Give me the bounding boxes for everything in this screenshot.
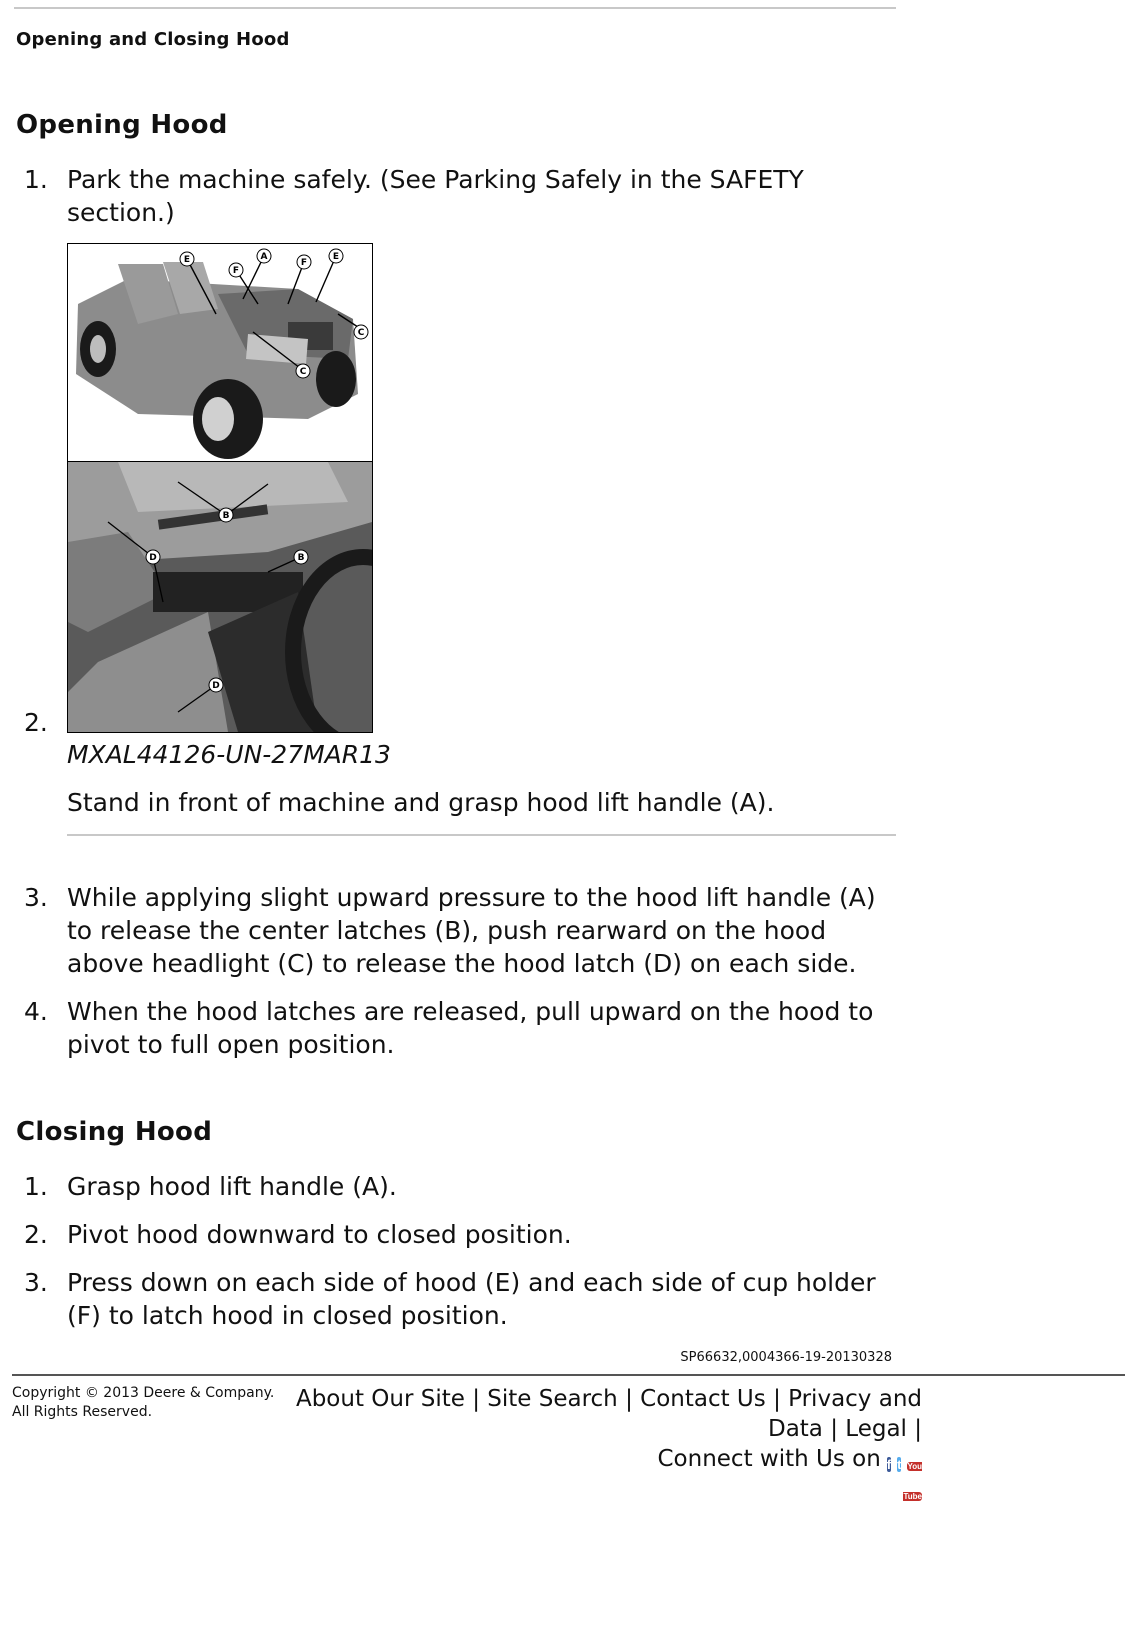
- step-number: 3.: [24, 883, 48, 912]
- closing-hood-heading: Closing Hood: [16, 1117, 213, 1147]
- step-text: When the hood latches are released, pull upward on the hood to pivot to full open position.: [67, 997, 874, 1059]
- svg-text:B: B: [297, 553, 305, 563]
- step-number: 2.: [24, 1220, 48, 1249]
- callout-marker: [209, 678, 223, 692]
- step-text: Stand in front of machine and grasp hood lift handle (A).: [67, 788, 775, 817]
- svg-text:A: A: [260, 252, 268, 262]
- svg-text:F: F: [232, 266, 240, 276]
- callout-marker: [297, 255, 311, 269]
- svg-text:D: D: [149, 553, 157, 563]
- step-text: While applying slight upward pressure to the hood lift handle (A) to release the center latches (B), push rearward on the hood above headlight (C) to release the hood latch (D) on each side.: [67, 883, 876, 978]
- contact-us-link[interactable]: Contact Us: [640, 1386, 766, 1412]
- step-text: Pivot hood downward to closed position.: [67, 1220, 572, 1249]
- callout-marker: [229, 263, 243, 277]
- svg-text:E: E: [183, 255, 191, 265]
- step-number: 2.: [24, 708, 48, 737]
- callout-marker: [146, 550, 160, 564]
- svg-text:E: E: [332, 252, 340, 262]
- rights-line: All Rights Reserved.: [12, 1404, 153, 1420]
- link-separator: |: [472, 1386, 480, 1412]
- callout-marker: [296, 364, 310, 378]
- step-number: 4.: [24, 997, 48, 1026]
- copyright-line: Copyright © 2013 Deere & Company.: [12, 1385, 275, 1401]
- link-separator: |: [625, 1386, 633, 1412]
- step-number: 3.: [24, 1268, 48, 1297]
- copyright-notice: [12, 1384, 274, 1422]
- legal-link[interactable]: Legal: [845, 1416, 907, 1442]
- svg-text:F: F: [300, 258, 308, 268]
- privacy-and-data-link[interactable]: Privacy and Data: [767, 1386, 922, 1442]
- document-reference-code: SP66632,0004366-19-20130328: [680, 1350, 892, 1365]
- svg-text:C: C: [357, 328, 365, 338]
- svg-text:B: B: [222, 511, 230, 521]
- connect-with-us-label: Connect with Us on: [657, 1446, 881, 1472]
- youtube-icon[interactable]: You Tube: [903, 1462, 922, 1501]
- svg-text:C: C: [299, 367, 307, 377]
- figure-id: MXAL44126-UN-27MAR13: [67, 740, 391, 769]
- svg-text:D: D: [212, 681, 220, 691]
- step-number: 1.: [24, 165, 48, 194]
- callout-marker: [329, 249, 343, 263]
- footer-divider: [12, 1374, 1125, 1376]
- step-number: 1.: [24, 1172, 48, 1201]
- site-search-link[interactable]: Site Search: [487, 1386, 618, 1412]
- link-separator: |: [773, 1386, 781, 1412]
- figure-divider: [67, 834, 896, 836]
- callout-marker: [180, 252, 194, 266]
- callout-marker: [354, 325, 368, 339]
- step-text: Park the machine safely. (See Parking Safely in the SAFETY section.): [67, 165, 804, 227]
- facebook-icon[interactable]: f: [886, 1457, 892, 1472]
- callout-marker: [219, 508, 233, 522]
- link-separator: |: [914, 1416, 922, 1442]
- step-text: Grasp hood lift handle (A).: [67, 1172, 397, 1201]
- page-title: Opening and Closing Hood: [16, 29, 290, 50]
- figure-hood-latches: [67, 461, 373, 733]
- top-divider: [14, 7, 896, 9]
- twitter-icon[interactable]: t: [897, 1457, 902, 1472]
- opening-hood-heading: Opening Hood: [16, 110, 228, 140]
- footer-links: [280, 1384, 922, 1504]
- figure-utility-vehicle: [67, 243, 373, 463]
- callout-marker: [257, 249, 271, 263]
- link-separator: |: [830, 1416, 838, 1442]
- callout-marker: [294, 550, 308, 564]
- step-text: Press down on each side of hood (E) and each side of cup holder (F) to latch hood in closed position.: [67, 1268, 876, 1330]
- about-our-site-link[interactable]: About Our Site: [295, 1386, 465, 1412]
